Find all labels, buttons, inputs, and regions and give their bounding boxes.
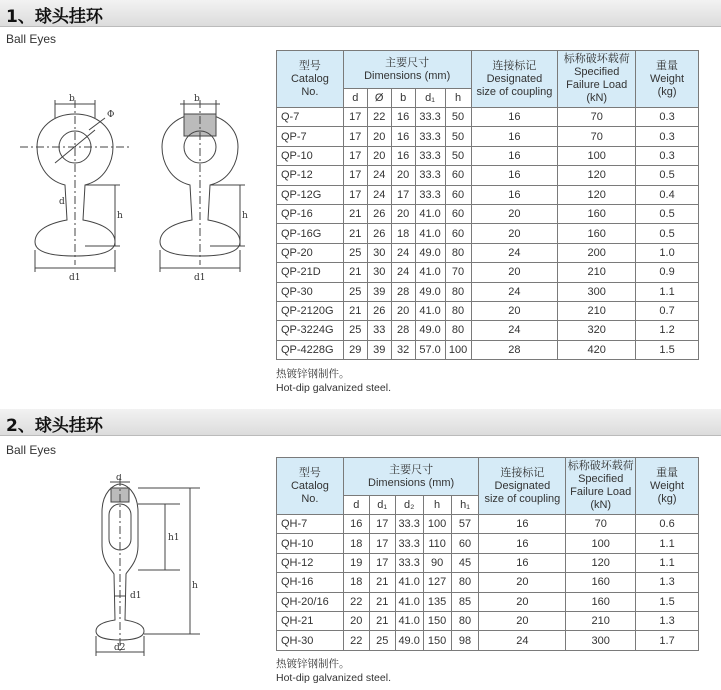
- table-cell: 18: [343, 534, 369, 553]
- table-cell: 16: [471, 166, 558, 185]
- table-cell: 24: [391, 263, 415, 282]
- catalog-cell: QH-12: [277, 553, 344, 572]
- note-2-en: Hot-dip galvanized steel.: [276, 672, 391, 684]
- catalog-cell: QP-10: [277, 146, 344, 165]
- weight-en: Weight: [650, 72, 685, 85]
- load2-cn: 标称破坏载荷: [567, 460, 634, 472]
- catalog-cell: QP-16: [277, 204, 344, 223]
- table-cell: 17: [343, 146, 367, 165]
- load-en1: Specified: [574, 66, 620, 78]
- table-cell: 20: [479, 573, 566, 592]
- drawing-1-label-d: d: [59, 197, 65, 207]
- dims2-en: Dimensions (mm): [368, 476, 455, 489]
- catalog-no: No.: [301, 85, 319, 98]
- table-row: [277, 631, 699, 650]
- table-cell: 26: [367, 204, 391, 223]
- table-cell: 300: [558, 282, 636, 301]
- table-cell: 33.3: [395, 553, 423, 572]
- table-cell: 100: [566, 534, 636, 553]
- table-cell: 33.3: [395, 534, 423, 553]
- ball-eye-drawing-1: [15, 90, 265, 340]
- table-cell: 150: [423, 611, 451, 630]
- catalog-cell: QH-7: [277, 515, 344, 534]
- table-cell: 41.0: [415, 263, 445, 282]
- table-row: [277, 224, 699, 243]
- table-row: [277, 127, 699, 146]
- dims-cn: 主要尺寸: [385, 56, 430, 69]
- table-cell: 127: [423, 573, 451, 592]
- table-cell: 320: [558, 321, 636, 340]
- table-row: [277, 166, 699, 185]
- table-cell: 70: [445, 263, 471, 282]
- table-cell: 41.0: [415, 204, 445, 223]
- note-1-en: Hot-dip galvanized steel.: [276, 382, 391, 394]
- table-cell: 16: [479, 515, 566, 534]
- table-cell: 20: [471, 263, 558, 282]
- table-cell: 1.3: [636, 573, 699, 592]
- col-dimensions: [343, 51, 471, 89]
- table-cell: 60: [445, 224, 471, 243]
- table-cell: 22: [343, 592, 369, 611]
- table-cell: 135: [423, 592, 451, 611]
- ball-eye-drawing-2: [80, 474, 220, 664]
- table-row: [277, 301, 699, 320]
- table-cell: 25: [369, 631, 395, 650]
- table-cell: 1.7: [636, 631, 699, 650]
- table-cell: 1.1: [636, 553, 699, 572]
- section-2-subtitle: Ball Eyes: [6, 443, 57, 457]
- table-row: [277, 282, 699, 301]
- col-weight: [636, 51, 699, 108]
- weight2-unit: (kg): [657, 492, 677, 505]
- col2-coupling: [479, 458, 566, 515]
- table-cell: 17: [343, 127, 367, 146]
- drawing-1b-label-b: b: [194, 94, 200, 104]
- catalog-cell: QP-2120G: [277, 301, 344, 320]
- table-cell: 420: [558, 340, 636, 359]
- table-row: [277, 573, 699, 592]
- subcol-b: b: [391, 89, 415, 108]
- table-cell: 120: [558, 185, 636, 204]
- subcol-h: h: [445, 89, 471, 108]
- table-cell: 50: [445, 108, 471, 127]
- table-row: [277, 515, 699, 534]
- table-cell: 17: [391, 185, 415, 204]
- table-row: [277, 534, 699, 553]
- table-cell: 90: [423, 553, 451, 572]
- col2-dimensions: [343, 458, 479, 496]
- table-cell: 21: [343, 204, 367, 223]
- catalog-cell: QP-7: [277, 127, 344, 146]
- catalog-cell: Q-7: [277, 108, 344, 127]
- table-cell: 160: [558, 204, 636, 223]
- subcol2-h: h: [423, 496, 451, 515]
- table-cell: 0.3: [636, 146, 699, 165]
- table-cell: 20: [391, 301, 415, 320]
- table-cell: 25: [343, 321, 367, 340]
- load-cn: 标称破坏载荷: [563, 53, 630, 65]
- table-row: [277, 108, 699, 127]
- table-cell: 18: [391, 224, 415, 243]
- col-coupling: [471, 51, 558, 108]
- table-cell: 17: [369, 553, 395, 572]
- table-cell: 60: [445, 185, 471, 204]
- table-cell: 17: [343, 185, 367, 204]
- weight2-en: Weight: [650, 479, 685, 492]
- catalog2-no: No.: [301, 492, 319, 505]
- conn-en1: Designated: [486, 72, 543, 85]
- table-cell: 26: [367, 224, 391, 243]
- catalog-cell: QH-21: [277, 611, 344, 630]
- table-cell: 18: [343, 573, 369, 592]
- table-row: [277, 553, 699, 572]
- table-cell: 49.0: [395, 631, 423, 650]
- table-cell: 1.5: [636, 340, 699, 359]
- table-cell: 16: [391, 127, 415, 146]
- drawing-2-label-d: d: [116, 474, 122, 483]
- load-en3: (kN): [586, 92, 608, 104]
- conn-en2: size of coupling: [476, 85, 553, 98]
- catalog-cell: QP-12: [277, 166, 344, 185]
- table-cell: 0.9: [636, 263, 699, 282]
- dims2-cn: 主要尺寸: [389, 463, 434, 476]
- col2-catalog: [277, 458, 344, 515]
- table-cell: 25: [343, 243, 367, 262]
- drawing-1-label-d1: d1: [69, 273, 81, 283]
- catalog-cell: QH-16: [277, 573, 344, 592]
- catalog-en: Catalog: [290, 72, 329, 85]
- drawing-1-label-b: b: [69, 94, 75, 104]
- table-cell: 100: [445, 340, 471, 359]
- table-cell: 1.3: [636, 611, 699, 630]
- table-row: [277, 263, 699, 282]
- table-cell: 80: [451, 611, 479, 630]
- drawing-1b-label-h: h: [242, 211, 248, 221]
- table-cell: 30: [367, 243, 391, 262]
- table-cell: 98: [451, 631, 479, 650]
- table-cell: 39: [367, 340, 391, 359]
- table-cell: 20: [479, 611, 566, 630]
- load-en2: Failure Load: [566, 79, 628, 91]
- table-cell: 21: [369, 573, 395, 592]
- conn2-en1: Designated: [494, 479, 551, 492]
- catalog-cell: QP-3224G: [277, 321, 344, 340]
- table-cell: 16: [391, 108, 415, 127]
- table-cell: 210: [566, 611, 636, 630]
- table-cell: 49.0: [415, 282, 445, 301]
- table-cell: 150: [423, 631, 451, 650]
- catalog-cell: QP-16G: [277, 224, 344, 243]
- section-2-note: [276, 657, 391, 685]
- col-catalog: [277, 51, 344, 108]
- table-cell: 210: [558, 263, 636, 282]
- table-cell: 80: [451, 573, 479, 592]
- table-cell: 25: [343, 282, 367, 301]
- table-cell: 21: [343, 224, 367, 243]
- table-cell: 300: [566, 631, 636, 650]
- drawing-2-label-h: h: [192, 581, 198, 591]
- drawing-2-label-h1: h1: [168, 533, 180, 543]
- weight2-cn: 重量: [656, 466, 679, 479]
- table-cell: 21: [343, 301, 367, 320]
- table-cell: 33.3: [415, 127, 445, 146]
- table-cell: 21: [369, 592, 395, 611]
- table-cell: 17: [343, 166, 367, 185]
- table-cell: 200: [558, 243, 636, 262]
- table-cell: 41.0: [395, 611, 423, 630]
- catalog-cell: QP-21D: [277, 263, 344, 282]
- table-cell: 100: [423, 515, 451, 534]
- table-cell: 45: [451, 553, 479, 572]
- dims-en: Dimensions (mm): [364, 69, 451, 82]
- conn2-cn: 连接标记: [500, 466, 545, 479]
- catalog2-en: Catalog: [290, 479, 329, 492]
- subcol-phi: Ø: [367, 89, 391, 108]
- subcol2-h1: h₁: [451, 496, 479, 515]
- table-cell: 19: [343, 553, 369, 572]
- section-1-subtitle: Ball Eyes: [6, 32, 57, 46]
- table-cell: 160: [566, 573, 636, 592]
- table-cell: 21: [369, 611, 395, 630]
- table-cell: 1.2: [636, 321, 699, 340]
- table-cell: 24: [367, 185, 391, 204]
- table-cell: 33.3: [395, 515, 423, 534]
- table-cell: 20: [471, 224, 558, 243]
- catalog2-cn: 型号: [298, 466, 321, 479]
- table-row: [277, 204, 699, 223]
- table-cell: 20: [391, 166, 415, 185]
- table-cell: 57: [451, 515, 479, 534]
- col-failure-load: [558, 51, 636, 108]
- load2-en1: Specified: [578, 473, 624, 485]
- subcol2-d: d: [343, 496, 369, 515]
- table-cell: 110: [423, 534, 451, 553]
- table-cell: 32: [391, 340, 415, 359]
- catalog-cell: QP-20: [277, 243, 344, 262]
- table-cell: 39: [367, 282, 391, 301]
- table-cell: 0.3: [636, 108, 699, 127]
- table-cell: 33: [367, 321, 391, 340]
- section-2-title: 2、球头挂环: [6, 416, 103, 436]
- conn2-en2: size of coupling: [484, 492, 561, 505]
- drawing-1-label-phi: Φ: [107, 110, 115, 120]
- table-cell: 41.0: [395, 573, 423, 592]
- table-cell: 16: [391, 146, 415, 165]
- table-cell: 21: [343, 263, 367, 282]
- drawing-1b-label-d1: d1: [194, 273, 206, 283]
- table-cell: 20: [343, 611, 369, 630]
- table-cell: 28: [391, 321, 415, 340]
- table-cell: 16: [471, 127, 558, 146]
- table-cell: 80: [445, 243, 471, 262]
- table-row: [277, 321, 699, 340]
- table-cell: 17: [369, 515, 395, 534]
- subcol2-d1: d₁: [369, 496, 395, 515]
- table-cell: 0.5: [636, 204, 699, 223]
- table-cell: 28: [471, 340, 558, 359]
- table-cell: 16: [479, 553, 566, 572]
- table-cell: 0.5: [636, 224, 699, 243]
- table-cell: 60: [451, 534, 479, 553]
- table-cell: 160: [566, 592, 636, 611]
- table-cell: 16: [471, 108, 558, 127]
- note-1-cn: 热镀锌钢制件。: [276, 368, 350, 380]
- table-cell: 49.0: [415, 243, 445, 262]
- table-cell: 20: [367, 127, 391, 146]
- table-cell: 49.0: [415, 321, 445, 340]
- table-cell: 20: [391, 204, 415, 223]
- subcol-d: d: [343, 89, 367, 108]
- table-cell: 24: [479, 631, 566, 650]
- table-row: [277, 340, 699, 359]
- table-cell: 1.1: [636, 282, 699, 301]
- table-cell: 20: [471, 204, 558, 223]
- table-cell: 60: [445, 204, 471, 223]
- drawing-2-label-d1: d1: [130, 591, 142, 601]
- table-cell: 24: [367, 166, 391, 185]
- table-cell: 210: [558, 301, 636, 320]
- table-row: [277, 185, 699, 204]
- table-cell: 70: [558, 127, 636, 146]
- catalog-cell: QP-12G: [277, 185, 344, 204]
- section-1-note: [276, 367, 391, 395]
- table-cell: 41.0: [415, 224, 445, 243]
- table-cell: 0.3: [636, 127, 699, 146]
- table-cell: 33.3: [415, 185, 445, 204]
- table-cell: 20: [367, 146, 391, 165]
- table-cell: 70: [558, 108, 636, 127]
- table-cell: 80: [445, 282, 471, 301]
- load2-en2: Failure Load: [570, 486, 632, 498]
- section-1-header: [0, 0, 721, 27]
- catalog-cell: QH-20/16: [277, 592, 344, 611]
- catalog-cn: 型号: [298, 59, 321, 72]
- table-cell: 30: [367, 263, 391, 282]
- table-cell: 1.0: [636, 243, 699, 262]
- drawing-1-label-h: h: [117, 211, 123, 221]
- table-row: [277, 611, 699, 630]
- note-2-cn: 热镀锌钢制件。: [276, 658, 350, 670]
- table-cell: 100: [558, 146, 636, 165]
- spec-table-1: [276, 50, 699, 360]
- table-cell: 1.5: [636, 592, 699, 611]
- subcol2-d2: d₂: [395, 496, 423, 515]
- section-1-title: 1、球头挂环: [6, 7, 103, 27]
- catalog-cell: QP-30: [277, 282, 344, 301]
- table-row: [277, 146, 699, 165]
- drawing-2-label-d2: d2: [114, 643, 126, 653]
- table-cell: 22: [367, 108, 391, 127]
- table-cell: 50: [445, 146, 471, 165]
- section-2-header: [0, 409, 721, 436]
- table-cell: 120: [566, 553, 636, 572]
- table-cell: 80: [445, 301, 471, 320]
- conn-cn: 连接标记: [492, 59, 537, 72]
- table-cell: 0.4: [636, 185, 699, 204]
- table-cell: 41.0: [415, 301, 445, 320]
- table-cell: 16: [471, 146, 558, 165]
- table-cell: 0.7: [636, 301, 699, 320]
- table-cell: 0.5: [636, 166, 699, 185]
- table-cell: 57.0: [415, 340, 445, 359]
- table-cell: 20: [479, 592, 566, 611]
- catalog-cell: QH-10: [277, 534, 344, 553]
- catalog-cell: QP-4228G: [277, 340, 344, 359]
- table-cell: 85: [451, 592, 479, 611]
- table-cell: 16: [343, 515, 369, 534]
- spec-table-2: [276, 457, 699, 651]
- subcol-d1: d₁: [415, 89, 445, 108]
- table-cell: 17: [369, 534, 395, 553]
- table-cell: 24: [471, 282, 558, 301]
- weight-cn: 重量: [656, 59, 679, 72]
- load2-en3: (kN): [590, 499, 612, 511]
- table-cell: 1.1: [636, 534, 699, 553]
- table-cell: 120: [558, 166, 636, 185]
- table-cell: 22: [343, 631, 369, 650]
- table-cell: 16: [479, 534, 566, 553]
- table-cell: 33.3: [415, 108, 445, 127]
- table-cell: 29: [343, 340, 367, 359]
- table-cell: 16: [471, 185, 558, 204]
- table-cell: 41.0: [395, 592, 423, 611]
- table-cell: 28: [391, 282, 415, 301]
- table-cell: 50: [445, 127, 471, 146]
- table-cell: 17: [343, 108, 367, 127]
- table-row: [277, 592, 699, 611]
- table-cell: 70: [566, 515, 636, 534]
- table-cell: 24: [471, 243, 558, 262]
- table-cell: 0.6: [636, 515, 699, 534]
- table-cell: 20: [471, 301, 558, 320]
- table-cell: 24: [471, 321, 558, 340]
- table-cell: 26: [367, 301, 391, 320]
- table-cell: 33.3: [415, 146, 445, 165]
- col2-weight: [636, 458, 699, 515]
- table-cell: 33.3: [415, 166, 445, 185]
- table-cell: 80: [445, 321, 471, 340]
- weight-unit: (kg): [657, 85, 677, 98]
- table-cell: 60: [445, 166, 471, 185]
- table-row: [277, 243, 699, 262]
- catalog-cell: QH-30: [277, 631, 344, 650]
- table-cell: 160: [558, 224, 636, 243]
- table-cell: 24: [391, 243, 415, 262]
- col2-failure-load: [566, 458, 636, 515]
